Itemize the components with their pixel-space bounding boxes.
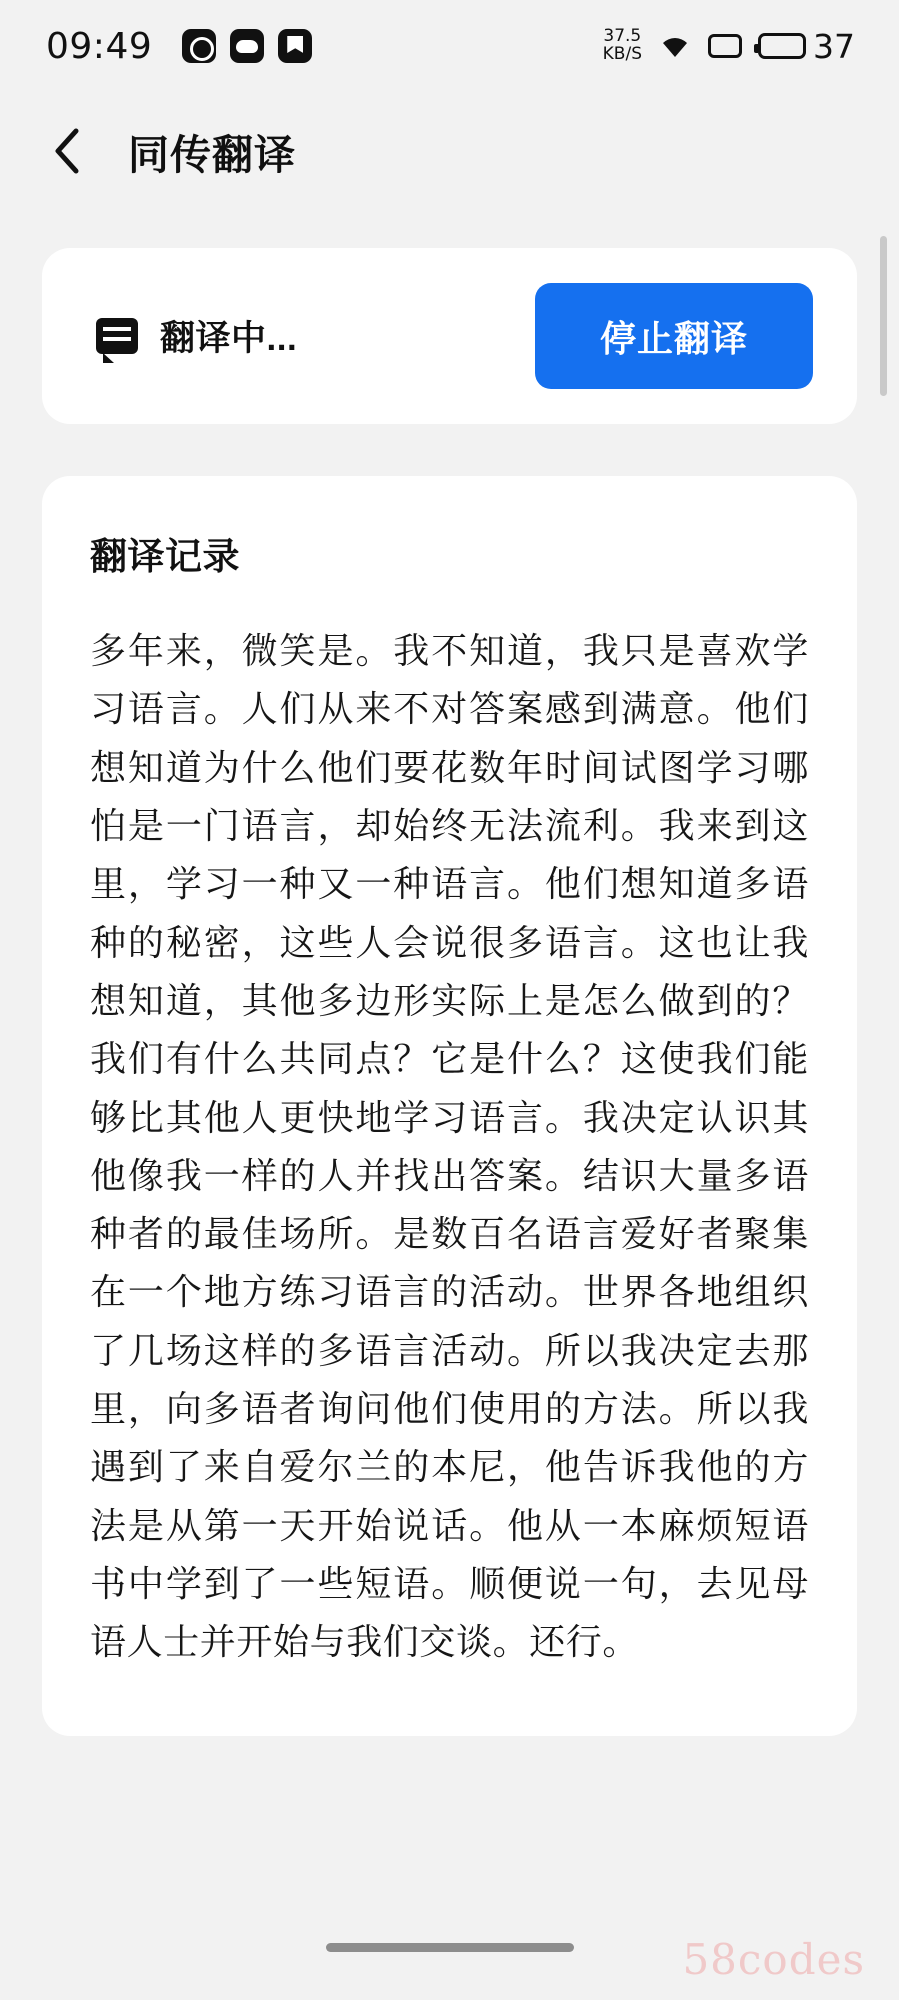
page-scrollbar[interactable]	[880, 236, 887, 1616]
battery-icon	[758, 27, 855, 66]
network-speed-indicator	[603, 28, 642, 64]
stop-translation-button[interactable]: 停止翻译	[535, 283, 813, 389]
nav-bar	[0, 92, 899, 210]
watermark-label: 58codes	[682, 1935, 865, 1984]
content-area	[0, 210, 899, 1904]
home-indicator[interactable]	[326, 1943, 574, 1952]
battery-shell	[758, 33, 806, 59]
wifi-icon	[658, 33, 692, 59]
network-speed-value: 37.5	[603, 26, 642, 47]
record-section-title: 翻译记录	[90, 536, 240, 577]
network-speed-unit: KB/S	[602, 44, 642, 64]
status-bar	[0, 0, 899, 92]
battery-percent-label: 37	[813, 26, 855, 66]
app-icon-cloud	[230, 29, 264, 63]
translation-status-card	[42, 248, 857, 424]
translation-status-group	[96, 311, 297, 361]
status-bar-right	[603, 27, 855, 66]
page-title: 同传翻译	[128, 131, 296, 178]
app-icon-bookmark	[278, 29, 312, 63]
chat-bubble-icon	[96, 318, 138, 354]
bottom-bar	[0, 1904, 899, 2000]
translation-status-label: 翻译中...	[160, 319, 298, 358]
notification-icons	[182, 29, 312, 63]
record-transcript-text: 多年来，微笑是。我不知道，我只是喜欢学习语言。人们从来不对答案感到满意。他们想知道为什么他们要花数年时间试图学习哪怕是一门语言，却始终无法流利。我来到这里，学习一种又一种语言。他们想知道多语种的秘密，这些人会说很多语言。这也让我想知道，其他多边形实际上是怎么做到的？我们有什么共同点？它是什么？这使我们能够比其他人更快地学习语言。我决定认识其他像我一样的人并找出答案。结识大量多语种者的最佳场所。是数百名语言爱好者聚集在一个地方练习语言的活动。世界各地组织了几场这样的多语言活动。所以我决定去那里，向多语者询问他们使用的方法。所以我遇到了来自爱尔兰的本尼，他告诉我他的方法是从第一天开始说话。他从一本麻烦短语书中学到了一些短语。顺便说一句，去见母语人士并开始与我们交谈。还行。	[90, 630, 809, 1663]
status-bar-left	[46, 26, 312, 67]
back-button[interactable]	[44, 123, 90, 179]
app-icon-spiral	[182, 29, 216, 63]
translation-record-card[interactable]	[42, 476, 857, 1736]
sim-card-icon	[708, 34, 742, 58]
chevron-left-icon	[52, 126, 82, 176]
status-clock: 09:49	[46, 25, 153, 67]
scrollbar-thumb[interactable]	[880, 236, 887, 396]
